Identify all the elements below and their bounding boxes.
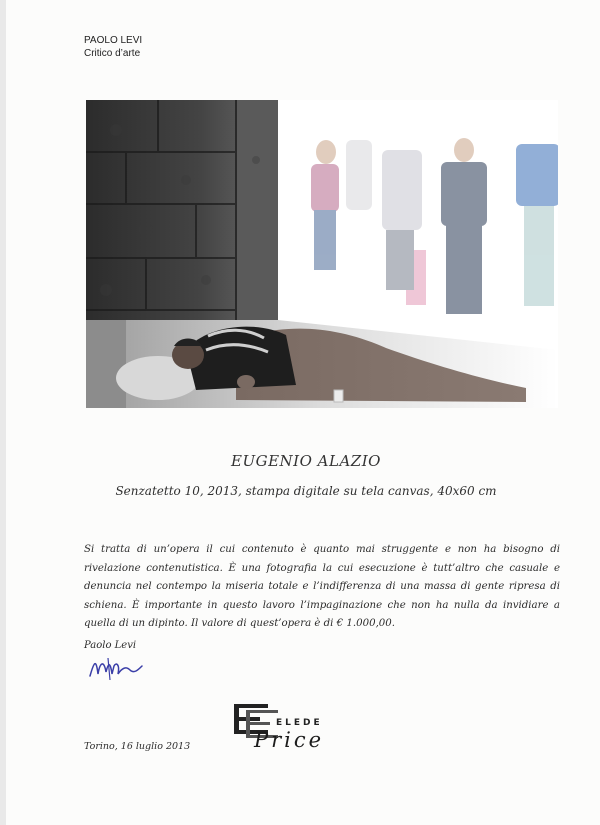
- author-role: Critico d’arte: [84, 48, 141, 59]
- artwork-caption: Senzatetto 10, 2013, stampa digitale su tela canvas, 40x60 cm: [115, 484, 497, 498]
- artist-name: EUGENIO ALAZIO: [231, 452, 381, 470]
- signer-name: Paolo Levi: [84, 640, 137, 651]
- eledeprice-logo: [232, 702, 336, 754]
- logo-bottom-word: Price: [254, 728, 325, 752]
- handwritten-signature: [86, 652, 146, 684]
- author-name: PAOLO LEVI: [84, 35, 143, 46]
- place-date: Torino, 16 luglio 2013: [84, 741, 191, 752]
- logo-top-word: ELEDE: [276, 718, 323, 728]
- artwork-photo: [86, 100, 558, 408]
- review-text: Si tratta di un’opera il cui contenuto è quanto mai struggente e non ha bisogno di rivelazione contenutistica. È una fotografia la cui esecuzione è tutt’altro che casuale e denuncia nel contempo la miseria totale e l’indifferenza di una massa di gente ripresa di schiena. È importante in questo lavoro l’impaginazione che non ha nulla da invidiare a quella di un dipinto. Il valore di quest’opera è di € 1.000,00.: [84, 544, 560, 629]
- author-block: [84, 34, 142, 60]
